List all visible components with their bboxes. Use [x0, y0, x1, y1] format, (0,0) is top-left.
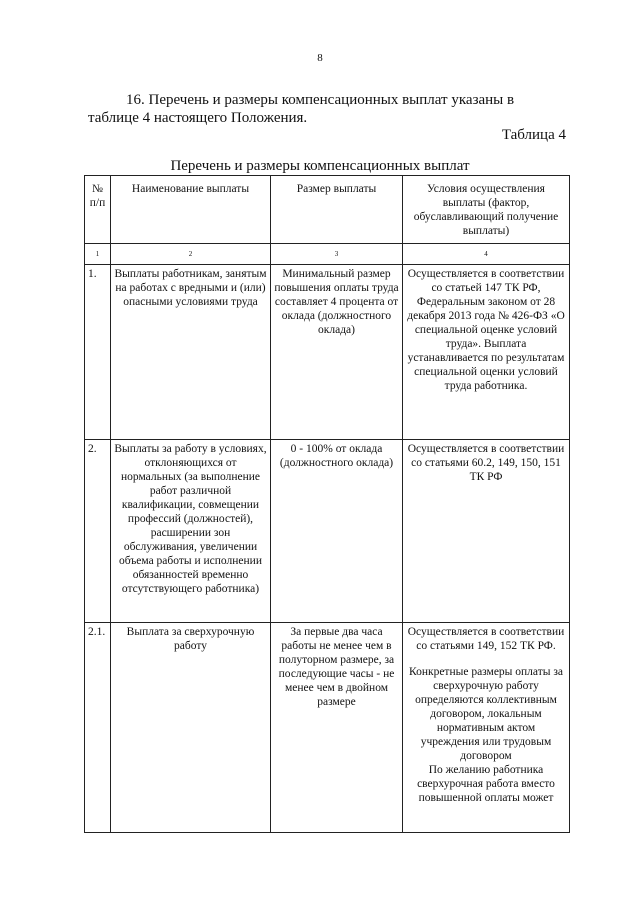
- conditions-paragraph: По желанию работника сверхурочная работа вместо повышенной оплаты может: [417, 764, 555, 804]
- conditions-paragraph: Осуществляется в соответствии со статьями 149, 152 ТК РФ.: [407, 626, 565, 652]
- table-row: [85, 265, 570, 440]
- payment-name: Выплата за сверхурочную работу: [111, 623, 271, 833]
- payment-size: За первые два часа работы не менее чем в полуторном размере, за последующие часы - не менее чем в двойном размере: [271, 623, 403, 833]
- column-number: 3: [271, 244, 403, 265]
- table-header-row: [85, 176, 570, 244]
- row-number: 2.1.: [85, 623, 111, 833]
- table-label: Таблица 4: [501, 127, 566, 143]
- intro-paragraph: 16. Перечень и размеры компенсационных выплат указаны в таблице 4 настоящего Положения.: [88, 92, 515, 126]
- row-number: 2.: [85, 440, 111, 623]
- column-number: 2: [111, 244, 271, 265]
- column-number: 1: [85, 244, 111, 265]
- header-number: № п/п: [85, 176, 111, 244]
- conditions-paragraph: Конкретные размеры оплаты за сверхурочную работу определяются коллективным договором, локальным нормативным актом учреждения или трудовым договором: [408, 666, 564, 762]
- column-numbering-row: [85, 244, 570, 265]
- table-row: [85, 623, 570, 833]
- column-number: 4: [403, 244, 570, 265]
- payment-conditions: Осуществляется в соответствии со статьями 60.2, 149, 150, 151 ТК РФ: [403, 440, 570, 623]
- payment-size: Минимальный размер повышения оплаты труда составляет 4 процента от оклада (должностного оклада): [271, 265, 403, 440]
- header-conditions: Условия осуществления выплаты (фактор, обуславливающий получение выплаты): [403, 176, 570, 244]
- page-number: 8: [317, 52, 323, 64]
- payment-name: Выплаты за работу в условиях, отклоняющихся от нормальных (за выполнение работ различной квалификации, совмещении профессий (должностей), расширении зон обслуживания, увеличении объема работы и исполнении обязанностей временно отсутствующего работника): [111, 440, 271, 623]
- compensation-table: [84, 175, 570, 833]
- payment-conditions: Осуществляется в соответствии со статьей 147 ТК РФ, Федеральным законом от 28 декабря 2013 года № 426-ФЗ «О специальной оценке условий труда». Выплата устанавливается по результатам специальной оценки условий труда работника.: [403, 265, 570, 440]
- header-name: Наименование выплаты: [111, 176, 271, 244]
- row-number: 1.: [85, 265, 111, 440]
- header-size: Размер выплаты: [271, 176, 403, 244]
- payment-conditions: [403, 623, 570, 833]
- payment-name: Выплаты работникам, занятым на работах с вредными и (или) опасными условиями труда: [111, 265, 271, 440]
- payment-size: 0 - 100% от оклада (должностного оклада): [271, 440, 403, 623]
- table-title: Перечень и размеры компенсационных выплат: [170, 158, 470, 174]
- table-row: [85, 440, 570, 623]
